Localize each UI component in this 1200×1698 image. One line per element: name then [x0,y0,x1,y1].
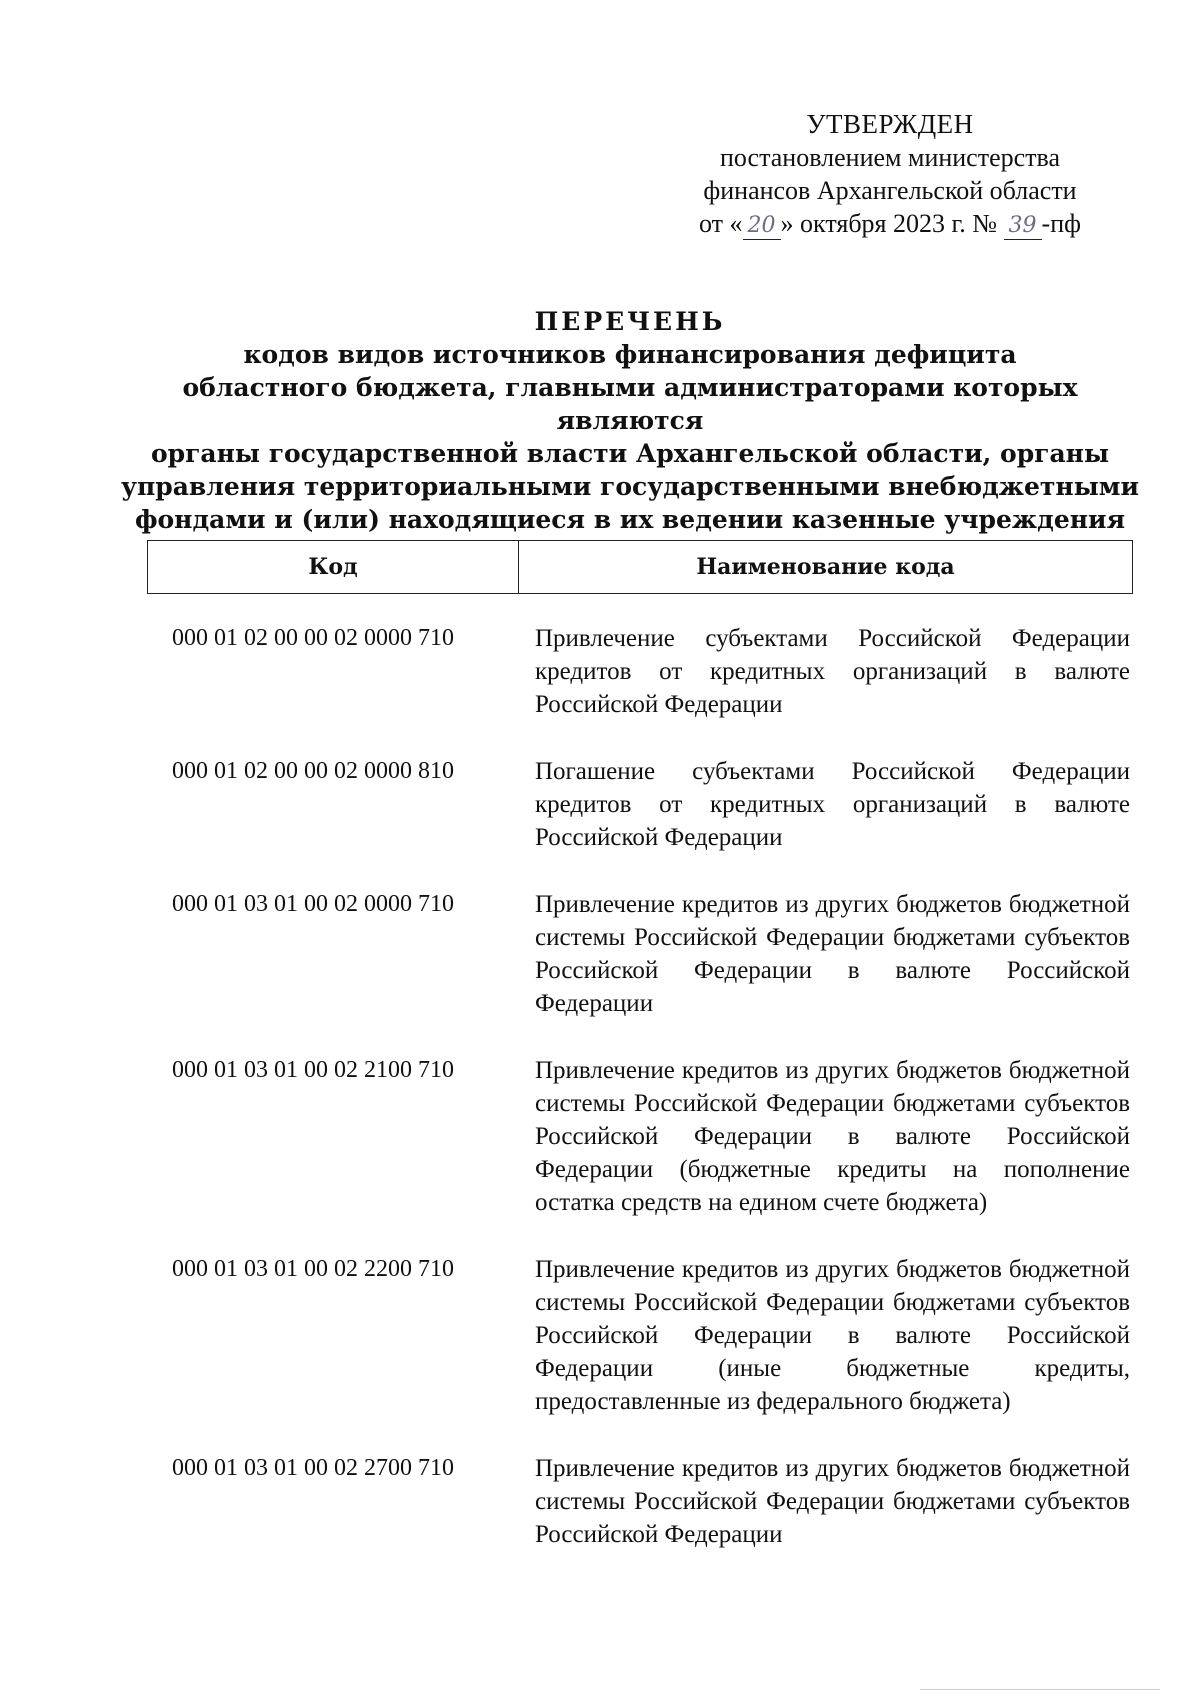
row-name: Привлечение кредитов из других бюджетов бюджетной системы Российской Федерации бюджетами субъектов Российской Федерации в валюте Российской Федерации [535,891,1130,1017]
document-title [120,305,1140,536]
row-name: Привлечение кредитов из других бюджетов бюджетной системы Российской Федерации бюджетами субъектов Российской Федерации в валюте Российской Федерации (иные бюджетные кредиты, предоставленные из федерального бюджета) [535,1256,1130,1415]
approval-line-2: финансов Архангельской области [703,176,1077,205]
header-name: Наименование кода [696,554,955,580]
header-code: Код [148,541,519,593]
date-prefix: от « [699,209,743,238]
table-row [160,755,1130,854]
approval-line-1: постановлением министерства [719,143,1061,172]
table-row [160,622,1130,721]
row-code: 000 01 02 00 00 02 0000 810 [172,758,454,784]
table-row [160,1452,1130,1551]
row-code: 000 01 03 01 00 02 0000 710 [172,891,454,917]
row-name: Погашение субъектами Российской Федерации кредитов от кредитных организаций в валюте Российской Федерации [535,758,1130,851]
title-main: ПЕРЕЧЕНЬ [534,307,726,336]
row-name: Привлечение кредитов из других бюджетов бюджетной системы Российской Федерации бюджетами субъектов Российской Федерации в валюте Российской Федерации (бюджетные кредиты на пополнение остатка средств на едином счете бюджета) [535,1057,1130,1216]
table-row [160,1054,1130,1219]
row-code: 000 01 03 01 00 02 2100 710 [172,1057,454,1083]
title-line-1: кодов видов источников финансирования дефицита [243,340,1017,369]
table-header [147,540,1133,594]
approval-heading: УТВЕРЖДЕН [806,109,974,139]
row-code: 000 01 03 01 00 02 2700 710 [172,1455,454,1481]
table-row [160,888,1130,1020]
row-code: 000 01 02 00 00 02 0000 710 [172,625,454,651]
approval-date-line [660,207,1120,240]
title-line-4: управления территориальными государственными внебюджетными [120,472,1140,501]
row-name: Привлечение кредитов из других бюджетов бюджетной системы Российской Федерации бюджетами субъектов Российской Федерации [535,1455,1130,1548]
title-line-3: органы государственной власти Архангельской области, органы [150,439,1110,468]
date-middle: » октября 2023 г. № [780,209,998,238]
table-row [160,1253,1130,1418]
table-body [160,622,1130,1585]
title-line-2: областного бюджета, главными администраторами которых являются [182,373,1078,435]
row-name: Привлечение субъектами Российской Федерации кредитов от кредитных организаций в валюте Российской Федерации [535,625,1130,718]
approval-block [660,108,1120,240]
date-suffix: -пф [1041,209,1081,238]
handwritten-doc-number: 39 [1004,213,1042,240]
handwritten-day: 20 [743,213,781,240]
scan-edge-line [920,1689,1160,1690]
title-line-5: фондами и (или) находящиеся в их ведении казенные учреждения [134,505,1126,534]
row-code: 000 01 03 01 00 02 2200 710 [172,1256,454,1282]
